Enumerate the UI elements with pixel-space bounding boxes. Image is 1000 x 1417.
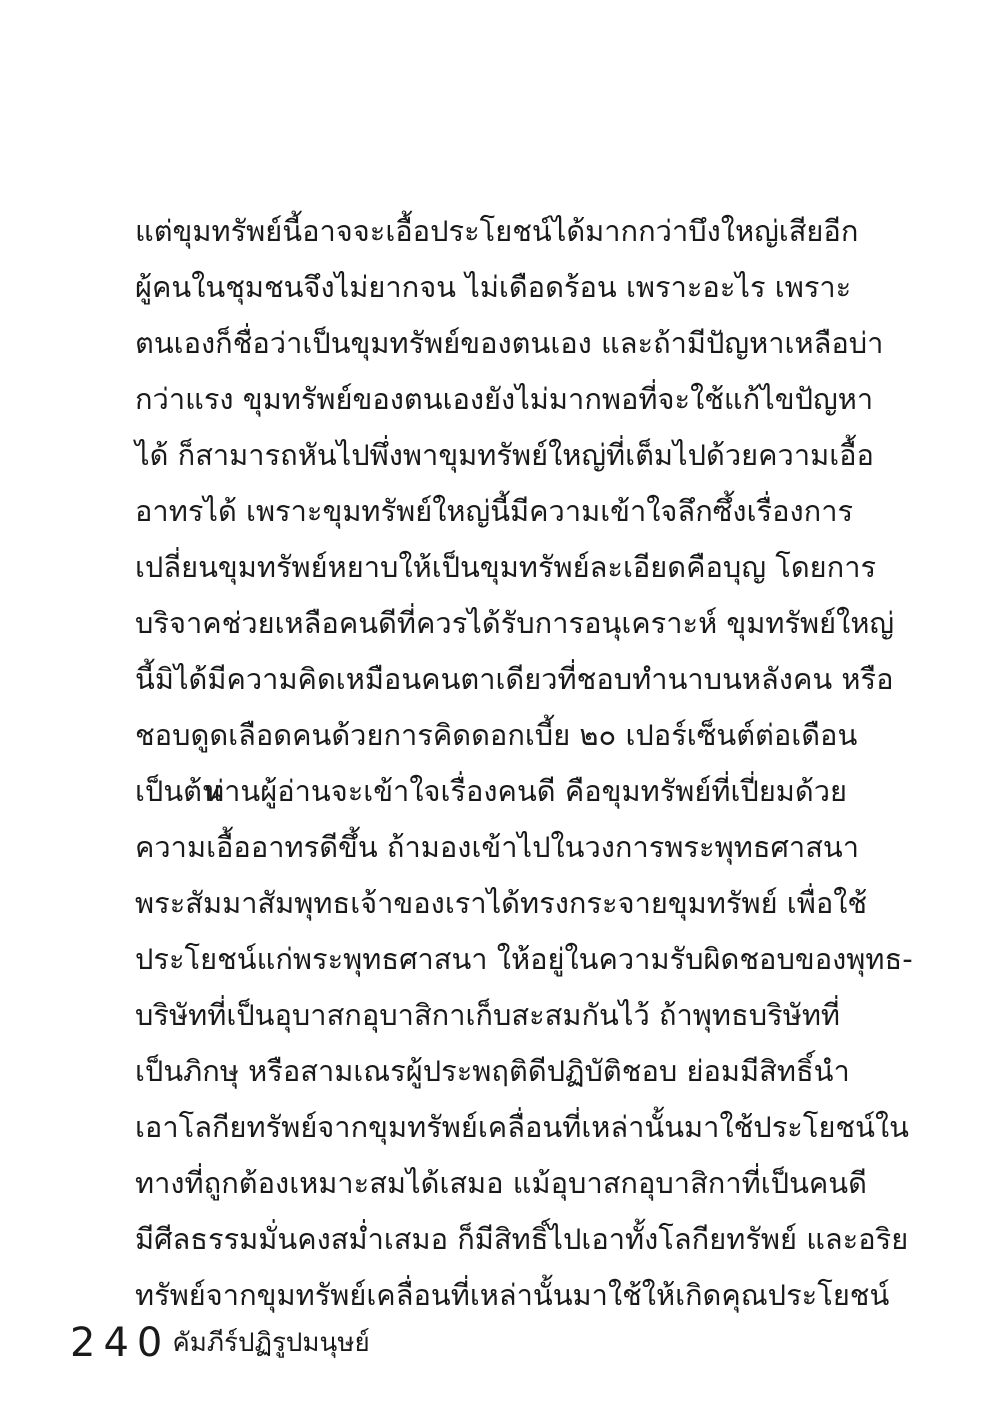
text-line: เป็นต้น <box>135 774 222 808</box>
text-line: กว่าแรง ขุมทรัพย์ของตนเองยังไม่มากพอที่จะใช้แก้ไขปัญหา <box>135 382 874 416</box>
text-line: นี้มิได้มีความคิดเหมือนคนตาเดียวที่ชอบทำนาบนหลังคน หรือ <box>135 662 894 696</box>
text-line: บริษัทที่เป็นอุบาสกอุบาสิกาเก็บสะสมกันไว้ ถ้าพุทธบริษัทที่ <box>135 998 841 1032</box>
text-line: ได้ ก็สามารถหันไปพึ่งพาขุมทรัพย์ใหญ่ที่เต็มไปด้วยความเอื้อ <box>135 438 874 472</box>
paragraph-1 <box>135 203 895 819</box>
text-line: เปลี่ยนขุมทรัพย์หยาบให้เป็นขุมทรัพย์ละเอียดคือบุญ โดยการ <box>135 550 877 584</box>
text-line: ท่านผู้อ่านจะเข้าใจเรื่องคนดี คือขุมทรัพย์ที่เปี่ยมด้วย <box>205 774 848 808</box>
text-line: เอาโลกียทรัพย์จากขุมทรัพย์เคลื่อนที่เหล่านั้นมาใช้ประโยชน์ใน <box>135 1110 909 1144</box>
book-title: คัมภีร์ปฏิรูปมนุษย์ <box>172 1328 370 1358</box>
text-line: ชอบดูดเลือดคนด้วยการคิดดอกเบี้ย ๒๐ เปอร์เซ็นต์ต่อเดือน <box>135 718 858 752</box>
text-line: ความเอื้ออาทรดีขึ้น ถ้ามองเข้าไปในวงการพระพุทธศาสนา <box>135 830 860 864</box>
text-line: มีศีลธรรมมั่นคงสม่ำเสมอ ก็มีสิทธิ์ไปเอาทั้งโลกียทรัพย์ และอริย <box>135 1222 909 1256</box>
text-line: เป็นภิกษุ หรือสามเณรผู้ประพฤติดีปฏิบัติชอบ ย่อมมีสิทธิ์นำ <box>135 1054 850 1088</box>
paragraph-2 <box>135 763 913 1323</box>
text-line: บริจาคช่วยเหลือคนดีที่ควรได้รับการอนุเคราะห์ ขุมทรัพย์ใหญ่ <box>135 606 895 640</box>
text-line: ประโยชน์แก่พระพุทธศาสนา ให้อยู่ในความรับผิดชอบของพุทธ- <box>135 942 913 976</box>
text-line: ทางที่ถูกต้องเหมาะสมได้เสมอ แม้อุบาสกอุบาสิกาที่เป็นคนดี <box>135 1166 867 1200</box>
text-line: ผู้คนในชุมชนจึงไม่ยากจน ไม่เดือดร้อน เพราะอะไร เพราะ <box>135 270 852 304</box>
page-footer <box>70 1318 370 1368</box>
text-line: อาทรได้ เพราะขุมทรัพย์ใหญ่นี้มีความเข้าใจลึกซึ้งเรื่องการ <box>135 494 854 528</box>
page-number: 240 <box>70 1320 171 1366</box>
text-line: ตนเองก็ชื่อว่าเป็นขุมทรัพย์ของตนเอง และถ้ามีปัญหาเหลือบ่า <box>135 326 884 360</box>
text-line: ทรัพย์จากขุมทรัพย์เคลื่อนที่เหล่านั้นมาใช้ให้เกิดคุณประโยชน์ <box>135 1278 890 1312</box>
text-line: แต่ขุมทรัพย์นี้อาจจะเอื้อประโยชน์ได้มากกว่าบึงใหญ่เสียอีก <box>135 214 859 248</box>
text-line: พระสัมมาสัมพุทธเจ้าของเราได้ทรงกระจายขุมทรัพย์ เพื่อใช้ <box>135 886 868 920</box>
